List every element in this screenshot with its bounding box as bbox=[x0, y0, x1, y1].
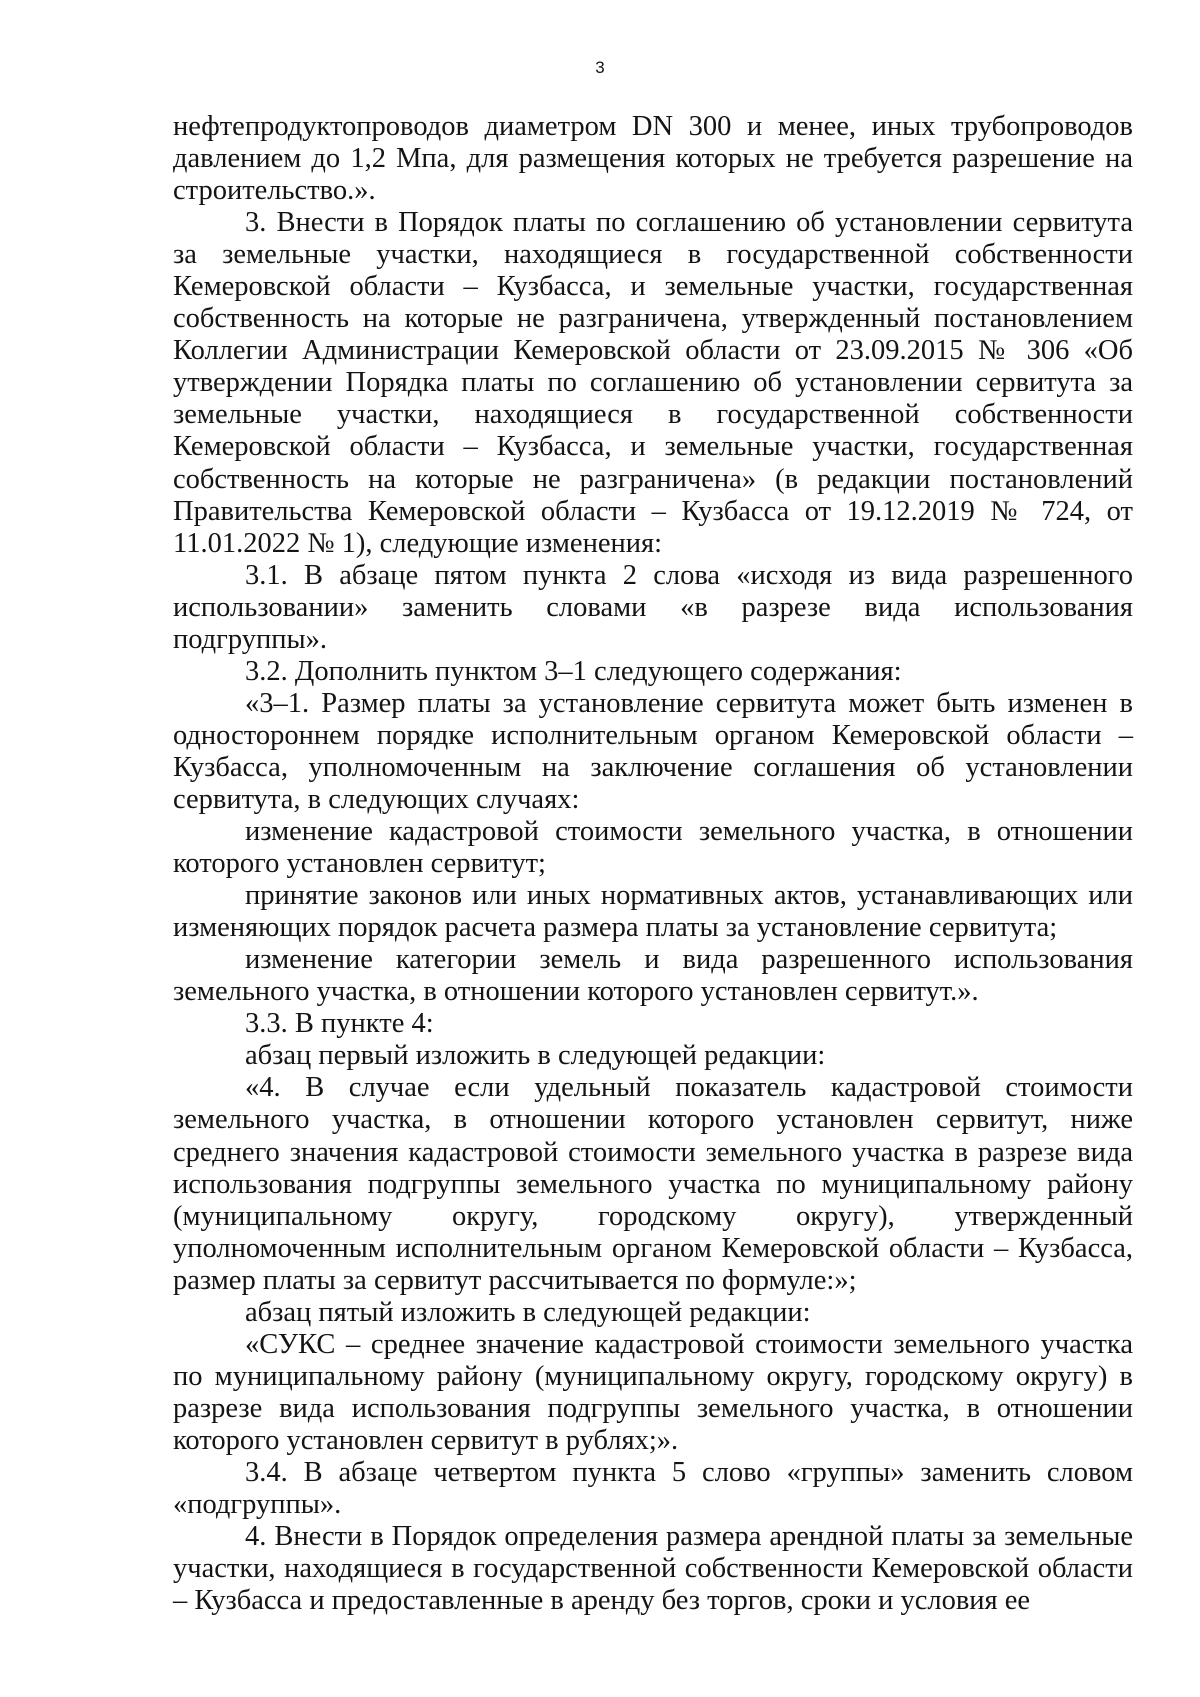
paragraph-item-3: 3. Внести в Порядок платы по соглашению об установлении сервитута за земельные участки, находящиеся в государственной собственности Кемеровской области – Кузбасса, и земельные участки, государственная собственность на которые не разграничена, утвержденный постановлением Коллегии Администрации Кемеровской области от 23.09.2015 № 306 «Об утверждении Порядка платы по соглашению об установлении сервитута за земельные участки, находящиеся в государственной собственности Кемеровской области – Кузбасса, и земельные участки, государственная собственность на которые не разграничена» (в редакции постановлений Правительства Кемеровской области – Кузбасса от 19.12.2019 № 724, от 11.01.2022 № 1), следующие изменения: bbox=[173, 207, 1133, 559]
paragraph-fifth-abzac: абзац пятый изложить в следующей редакции: bbox=[245, 1296, 811, 1328]
paragraph-first-abzac: абзац первый изложить в следующей редакции: bbox=[245, 1040, 826, 1072]
paragraph-item-3-4: 3.4. В абзаце четвертом пункта 5 слово «группы» заменить словом «подгруппы». bbox=[173, 1456, 1133, 1521]
paragraph-item-3-2: 3.2. Дополнить пунктом 3–1 следующего содержания: bbox=[245, 655, 902, 687]
paragraph-case-laws: принятие законов или иных нормативных актов, устанавливающих или изменяющих порядок расчета размера платы за установление сервитута; bbox=[173, 880, 1133, 944]
paragraph-item-4: 4. Внести в Порядок определения размера арендной платы за земельные участки, находящиеся в государственной собственности Кемеровской области – Кузбасса и предоставленные в аренду без торгов, сроки и условия ее bbox=[173, 1521, 1133, 1617]
paragraph-case-category: изменение категории земель и вида разрешенного использования земельного участка, в отношении которого установлен сервитут.». bbox=[173, 944, 1133, 1008]
paragraph-quote-3-1: «3–1. Размер платы за установление сервитута может быть изменен в одностороннем порядке исполнительным органом Кемеровской области – Кузбасса, уполномоченным на заключение соглашения об установлении сервитута, в следующих случаях: bbox=[173, 687, 1133, 815]
paragraph-case-cadastral: изменение кадастровой стоимости земельного участка, в отношении которого установлен сервитут; bbox=[173, 816, 1133, 880]
paragraph-quote-4: «4. В случае если удельный показатель кадастровой стоимости земельного участка, в отношении которого установлен сервитут, ниже среднего значения кадастровой стоимости земельного участка в разрезе вида использования подгруппы земельного участка по муниципальному району (муниципальному округу, городскому округу), утвержденный уполномоченным исполнительным органом Кемеровской области – Кузбасса, размер платы за сервитут рассчитывается по формуле:»; bbox=[173, 1072, 1133, 1296]
paragraph-item-3-3: 3.3. В пункте 4: bbox=[245, 1008, 434, 1040]
paragraph-item-3-1: 3.1. В абзаце пятом пункта 2 слова «исходя из вида разрешенного использовании» заменить словами «в разрезе вида использования подгруппы». bbox=[173, 559, 1133, 655]
document-body bbox=[173, 111, 1133, 1617]
paragraph-quote-suks: «СУКС – среднее значение кадастровой стоимости земельного участка по муниципальному району (муниципальному округу, городскому округу) в разрезе вида использования подгруппы земельного участка, в отношении которого установлен сервитут в рублях;». bbox=[173, 1328, 1133, 1456]
page-number: 3 bbox=[595, 58, 605, 77]
paragraph-continuation: нефтепродуктопроводов диаметром DN 300 и менее, иных трубопроводов давлением до 1,2 Мпа, для размещения которых не требуется разрешение на строительство.». bbox=[173, 111, 1133, 207]
